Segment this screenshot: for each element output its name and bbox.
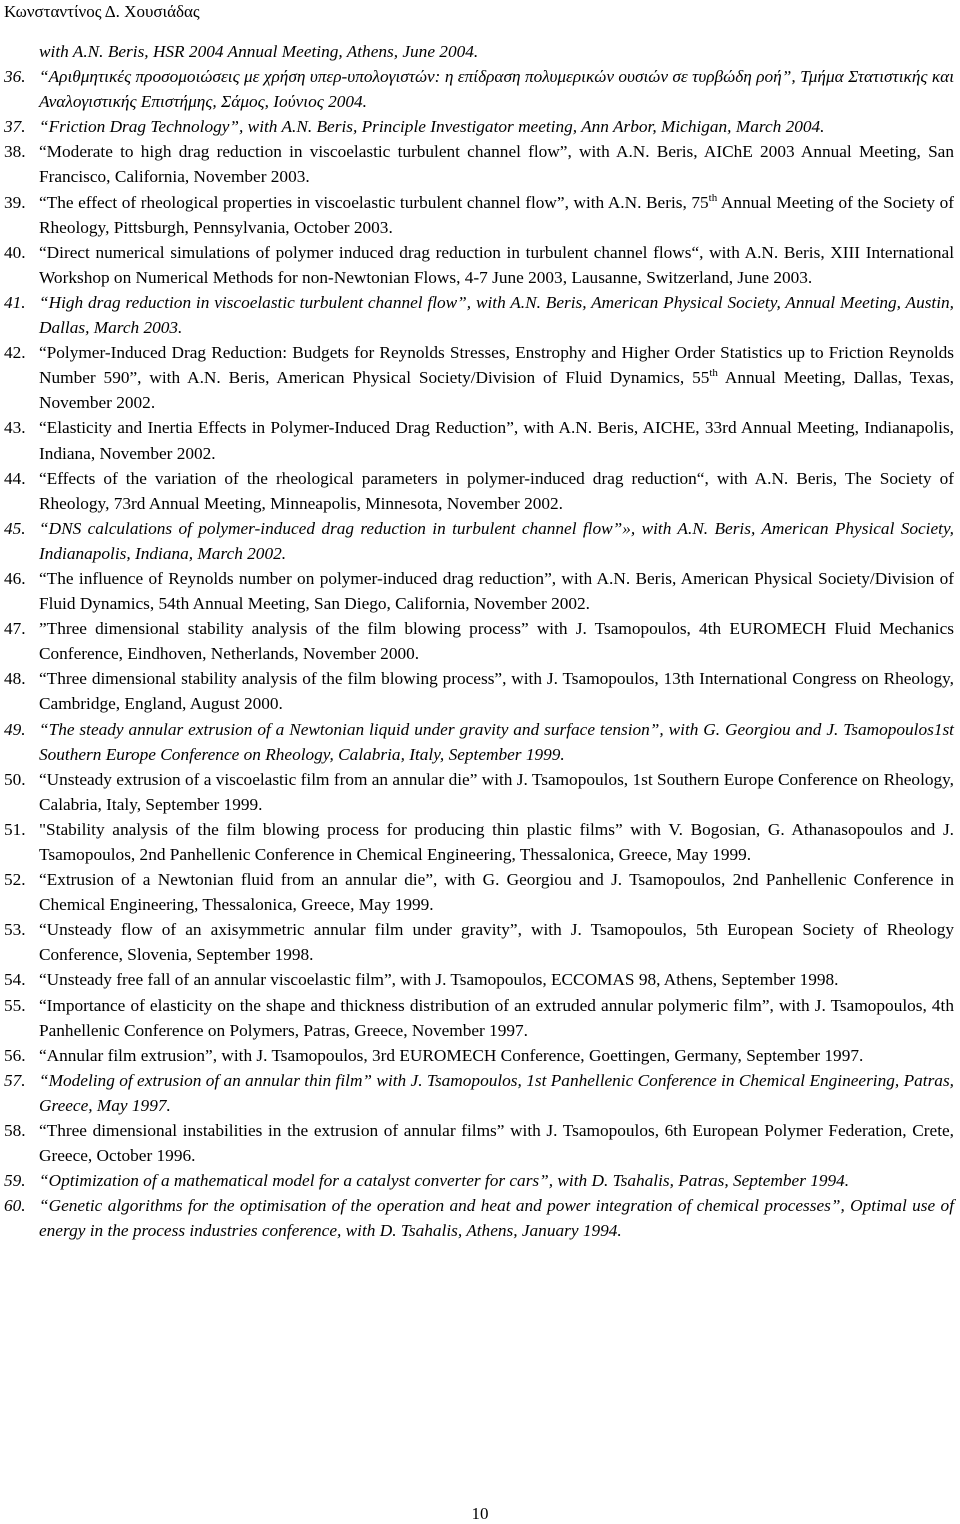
publication-item [4,466,954,516]
publication-item [4,114,954,139]
publication-item [4,917,954,967]
publication-number: 41. [4,292,26,312]
publication-number: 48. [4,669,26,689]
publication-number: 47. [4,619,26,639]
publication-text: “Annular film extrusion”, with J. Tsamopoulos, 3rd EUROMECH Conference, Goettingen, Germany, September 1997. [39,1045,864,1065]
publication-text: “Optimization of a mathematical model for a catalyst converter for cars”, with D. Tsahalis, Patras, September 1994. [39,1171,850,1191]
publication-number: 53. [4,920,26,940]
publication-number: 56. [4,1045,26,1065]
publication-text: “Friction Drag Technology”, with A.N. Beris, Principle Investigator meeting, Ann Arbor, Michigan, March 2004. [39,117,825,137]
publication-item [4,139,954,189]
publication-text-part: “Polymer-Induced Drag Reduction: Budgets for Reynolds Stresses, Enstrophy and Higher Order Statistics up to Friction Reynolds Number 590”, with A.N. Beris, American Physical Society/Division of Fluid Dynamics, 55 [39,343,954,388]
publication-text: “Importance of elasticity on the shape and thickness distribution of an extruded annular polymeric film”, with J. Tsamopoulos, 4th Panhellenic Conference on Polymers, Patras, Greece, November 1997. [39,995,954,1040]
publication-item [4,993,954,1043]
publication-number: 51. [4,819,26,839]
publication-item [4,415,954,465]
page-header-author: Κωνσταντίνος Δ. Χουσιάδας [4,2,200,21]
publication-text: “Effects of the variation of the rheological parameters in polymer-induced drag reduction“, with A.N. Beris, The Society of Rheology, 73rd Annual Meeting, Minneapolis, Minnesota, November 2002. [39,468,954,513]
publication-text: “DNS calculations of polymer-induced drag reduction in turbulent channel flow”», with A.N. Beris, American Physical Society, Indianapolis, Indiana, March 2002. [39,518,954,563]
page-number: 10 [471,1504,489,1523]
publication-number: 40. [4,242,26,262]
publication-text: “Unsteady extrusion of a viscoelastic film from an annular die” with J. Tsamopoulos, 1st Southern Europe Conference on Rheology, Calabria, Italy, September 1999. [39,769,954,814]
publication-text: “Αριθμητικές προσομοιώσεις με χρήση υπερ-υπολογιστών: η επίδραση πολυμερικών ουσιών σε τυρβώδη ροή”, Τμήμα Στατιστικής και Αναλογιστικής Επιστήμης, Σάμος, Ιούνιος 2004. [39,67,954,112]
publication-number: 57. [4,1070,26,1090]
publication-number: 37. [4,117,26,137]
publication-item [4,817,954,867]
publication-item [4,717,954,767]
publication-number: 50. [4,769,26,789]
publication-text: “Extrusion of a Newtonian fluid from an annular die”, with G. Georgiou and J. Tsamopoulos, 2nd Panhellenic Conference in Chemical Engineering, Thessalonica, Greece, May 1999. [39,870,954,915]
publication-item [4,516,954,566]
publication-item [4,666,954,716]
publication-text [39,340,954,415]
publication-item [4,566,954,616]
publication-item [4,39,954,64]
publication-number: 36. [4,67,26,87]
publication-text: ”Three dimensional stability analysis of the film blowing process” with J. Tsamopoulos, 4th EUROMECH Fluid Mechanics Conference, Eindhoven, Netherlands, November 2000. [39,619,954,664]
publication-text: “Three dimensional stability analysis of the film blowing process”, with J. Tsamopoulos, 13th International Congress on Rheology, Cambridge, England, August 2000. [39,669,954,714]
publication-item [4,240,954,290]
publication-number: 43. [4,418,26,438]
ordinal-suffix: th [708,191,718,204]
publication-text: “High drag reduction in viscoelastic turbulent channel flow”, with A.N. Beris, American Physical Society, Annual Meeting, Austin, Dallas, March 2003. [39,292,954,338]
publication-text: “Unsteady flow of an axisymmetric annular film under gravity”, with J. Tsamopoulos, 5th European Society of Rheology Conference, Slovenia, September 1998. [39,920,954,965]
ordinal-suffix: th [709,367,718,380]
publication-number: 59. [4,1171,26,1191]
publication-item [4,190,954,240]
publication-text: “Modeling of extrusion of an annular thin film” with J. Tsamopoulos, 1st Panhellenic Conference in Chemical Engineering, Patras, Greece, May 1997. [39,1070,954,1115]
publication-text: “Unsteady free fall of an annular viscoelastic film”, with J. Tsamopoulos, ECCOMAS 98, Athens, September 1998. [39,970,839,990]
publication-number: 55. [4,995,26,1015]
publication-number: 60. [4,1196,26,1216]
publication-text: "Stability analysis of the film blowing process for producing thin plastic films” with V. Bogosian, G. Athanasopoulos and J. Tsamopoulos, 2nd Panhellenic Conference in Chemical Engineering, Thessalonica, Greece, May 1999. [39,819,954,864]
publication-list [4,39,954,1244]
publication-number: 54. [4,970,26,990]
publication-text: “The influence of Reynolds number on polymer-induced drag reduction”, with A.N. Beris, American Physical Society/Division of Fluid Dynamics, 54th Annual Meeting, San Diego, California, November 2002. [39,568,954,614]
publication-item [4,1168,954,1193]
publication-item [4,340,954,415]
publication-item [4,616,954,666]
publication-number: 38. [4,142,26,162]
publication-item [4,1043,954,1068]
publication-text: “Elasticity and Inertia Effects in Polymer-Induced Drag Reduction”, with A.N. Beris, AICHE, 33rd Annual Meeting, Indianapolis, Indiana, November 2002. [39,418,954,463]
publication-number: 49. [4,719,26,739]
publication-text: “Direct numerical simulations of polymer induced drag reduction in turbulent channel flows“, with A.N. Beris, XIII International Workshop on Numerical Methods for non-Newtonian Flows, 4-7 June 2003, Lausanne, Switzerland, June 2003. [39,242,954,287]
publication-number: 45. [4,518,26,538]
publication-number: 44. [4,468,26,488]
publication-text-part: Annual Meeting, Dallas, Texas, November 2002. [39,368,954,413]
publication-text: “The steady annular extrusion of a Newtonian liquid under gravity and surface tension”, with G. Georgiou and J. Tsamopoulos1st Southern Europe Conference on Rheology, Calabria, Italy, September 1999. [39,719,954,764]
publication-item [4,1193,954,1243]
publication-number: 52. [4,870,26,890]
publication-item [4,767,954,817]
publication-text-part: “The effect of rheological properties in viscoelastic turbulent channel flow”, with A.N. Beris, 75 [39,192,709,212]
publication-text: “Moderate to high drag reduction in viscoelastic turbulent channel flow”, with A.N. Beris, AIChE 2003 Annual Meeting, San Francisco, California, November 2003. [39,142,954,187]
publication-text: with A.N. Beris, HSR 2004 Annual Meeting, Athens, June 2004. [39,42,479,61]
publication-number: 39. [4,192,26,212]
publication-item [4,64,954,114]
publication-item [4,1068,954,1118]
publication-item [4,1118,954,1168]
publication-item [4,967,954,992]
publication-text [39,190,954,240]
publication-text: “Genetic algorithms for the optimisation of the operation and heat and power integration of chemical processes”, Optimal use of energy in the process industries conference, with D. Tsahalis, Athens, January 1994. [39,1196,954,1241]
publication-item [4,867,954,917]
publication-number: 42. [4,343,26,363]
publication-number: 58. [4,1121,26,1141]
publication-number: 46. [4,568,26,588]
publication-item [4,290,954,340]
publication-text: “Three dimensional instabilities in the extrusion of annular films” with J. Tsamopoulos, 6th European Polymer Federation, Crete, Greece, October 1996. [39,1121,954,1166]
publication-text-part: Annual Meeting of the Society of Rheology, Pittsburgh, Pennsylvania, October 2003. [39,192,954,237]
